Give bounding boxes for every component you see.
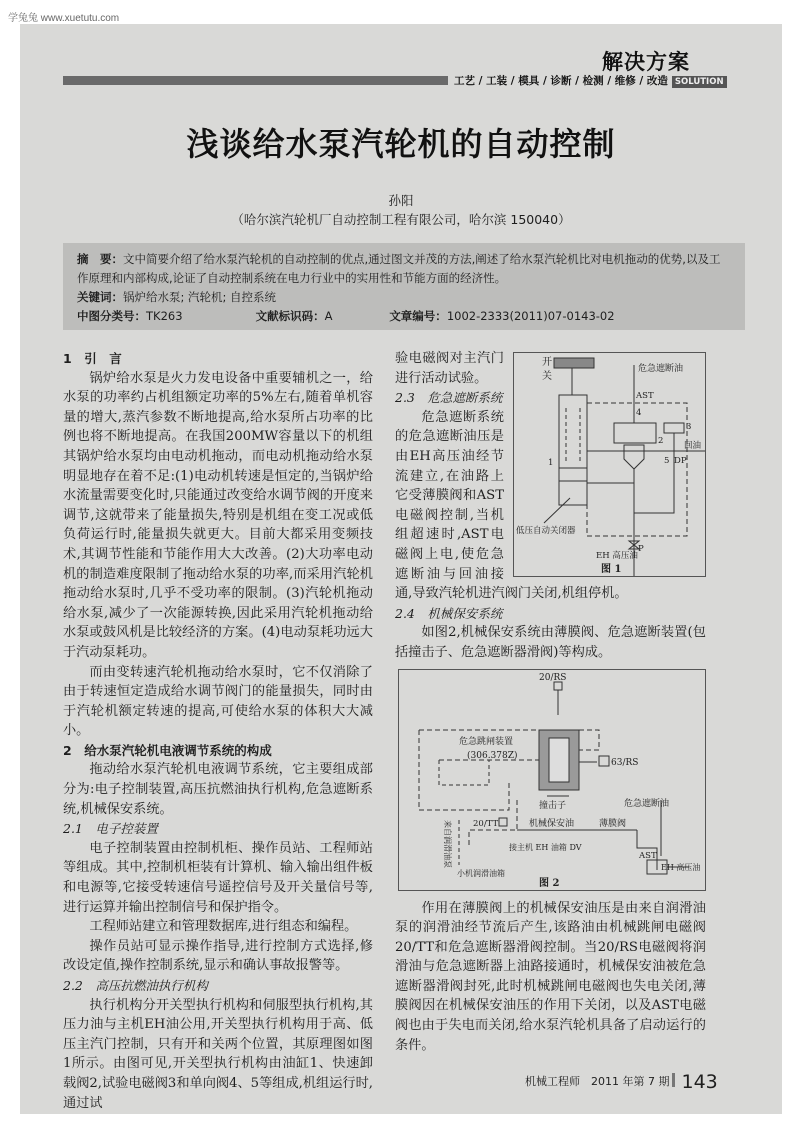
paper-title: 浅谈给水泵汽轮机的自动控制 — [186, 125, 616, 163]
label-striker: 撞击子 — [539, 800, 567, 811]
label-eh-oil: EH 高压油 — [596, 551, 638, 561]
solution-badge: SOLUTION — [672, 76, 727, 88]
heading-2-3: 2.3 危急遮断系统 — [395, 390, 503, 406]
label-ast: AST — [639, 850, 657, 861]
label-trip-code: (306.378Z) — [467, 750, 518, 761]
label-eh-tank: 接主机 EH 油箱 DV — [509, 842, 582, 852]
label-5: 5 — [664, 456, 670, 466]
label-lp-closer: 低压自动关闭器 — [516, 526, 576, 536]
paragraph: 电子控制装置由控制机柜、操作员站、工程师站等组成。其中,控制机柜装有计算机、输入输出组件板和电源等,它接受转速信号遥控信号及开关量信号等,进行运算并输出控制信号和保护指令。 — [63, 840, 373, 915]
section-label: 解决方案 — [602, 50, 690, 74]
figure-2-caption: 图 2 — [539, 877, 560, 889]
watermark: 学兔兔 www.xuetutu.com — [8, 13, 120, 24]
doc-label: 文献标识码： — [255, 309, 325, 323]
paragraph: 操作员站可显示操作指导,进行控制方式选择,修改设定值,操作控制系统,显示和确认事故报警等。 — [63, 938, 373, 974]
keywords: 锅炉给水泵; 汽轮机; 自控系统 — [123, 290, 277, 304]
label-dp: DP — [674, 456, 687, 466]
heading-2-4: 2.4 机械保安系统 — [395, 605, 503, 621]
abstract-box — [63, 243, 745, 330]
label-diaphragm: 薄膜阀 — [599, 818, 627, 829]
paragraph: 如图2,机械保安系统由薄膜阀、危急遮断装置(包括撞击子、危急遮断器滑阀)等构成。 — [395, 625, 706, 660]
figure-2 — [398, 669, 706, 891]
paragraph: 锅炉给水泵是火力发电设备中重要辅机之一，给水泵的功率约占机组额定功率的5%左右,随着单机容量的增大,蒸汽参数不断地提高,给水泵所占功率的比例也将不断地提高。在我国200MW容量以下的机组其锅炉给水泵均由电动机拖动，而电动机拖动给水泵明显地存在着不足:(1)电动机转速是恒定的,当锅炉给水流量需要变化时,只能通过改变给水调节阀的开度来调节,这就带来了能量损失,特别是机组在变工况或低负荷运行时,能量损失就更大。目前大都采用变频技术,其调节性能和节能作用大大改善。(2)大功率电动机的制造难度限制了拖动给水泵的功率,而采用汽轮机拖动给水泵时,几乎不受功率的限制。(3)汽轮机拖动给水泵,减少了一次能源转换,因此采用汽轮机拖动给水泵或鼓风机是比较经济的方案。(4)电动泵耗功远大于汽动泵耗功。 — [63, 370, 373, 660]
label-trip-oil: 危急遮断油 — [624, 798, 670, 809]
heading-2-2: 2.2 高压抗燃油执行机构 — [63, 978, 208, 993]
journal-issue: 机械工程师 2011 年第 7 期 — [525, 1075, 670, 1088]
paragraph: 执行机构分开关型执行机构和伺服型执行机构,其压力油与主机EH油公用,开关型执行机构用于高、低压主汽门控制，只有开和关两个位置，其原理图如图1所示。由图可见,开关型执行机构由油缸1、快速卸载阀2,试验电磁阀3和单向阀4、5等组成,机组运行时,通过试 — [63, 997, 373, 1111]
label-open: 开 — [542, 357, 552, 368]
heading-2-1: 2.1 电子控装置 — [63, 821, 158, 837]
clc-label: 中图分类号： — [77, 309, 146, 323]
figure-1-caption: 图 1 — [601, 564, 622, 575]
label-close: 关 — [542, 371, 552, 382]
heading-1: 1 引 言 — [63, 351, 122, 366]
label-ast: AST — [636, 391, 654, 401]
paragraph: 而由变转速汽轮机拖动给水泵时，它不仅消除了由于转速恒定造成给水调节阀门的能量损失，同时由于汽轮机额定转速的提高,可使给水泵的体积大大减小。 — [63, 664, 373, 739]
left-column — [63, 349, 373, 1113]
paragraph: 工程师站建立和管理数据库,进行组态和编程。 — [89, 919, 358, 935]
label-trip-device: 危急跳闸装置 — [459, 736, 514, 747]
paragraph: 危急遮断系统的危急遮断油压是由EH高压油经节流建立,在油路上它受薄膜阀和AST电磁阀控制,当机组超速时,AST电磁阀上电,使危急遮断油与回油接通,导致汽轮机进汽阀门关闭,机组停机。 — [395, 409, 628, 602]
doc-code: A — [324, 309, 333, 323]
label-from-pump: 来自润滑油泵 — [443, 819, 452, 868]
paragraph: 拖动给水泵汽轮机电液调节系统，它主要组成部分为:电子控制装置,高压抗燃油执行机构,危急遮断系统,机械保安系统。 — [63, 762, 373, 817]
article-no: 1002-2333(2011)07-0143-02 — [446, 309, 615, 323]
label-4: 4 — [636, 408, 642, 418]
paper-page — [20, 24, 782, 1114]
label-mech-oil: 机械保安油 — [529, 818, 575, 829]
page-number: 143 — [681, 1071, 718, 1093]
clc: TK263 — [146, 309, 183, 323]
figure-1 — [513, 352, 706, 577]
label-63rs: 63/RS — [611, 757, 639, 768]
label-lube-tank: 小机润滑油箱 — [457, 868, 505, 878]
author: 孙阳 — [388, 193, 414, 208]
article-label: 文章编号： — [389, 309, 447, 323]
paragraph: 验电磁阀对主汽门进行活动试验。 — [395, 351, 504, 386]
header-tags — [454, 73, 727, 88]
label-trip-oil: 危急遮断油 — [638, 364, 684, 374]
header-bar — [63, 76, 448, 85]
label-return-oil: 回油 — [684, 441, 702, 451]
abstract-label: 摘 要： — [77, 252, 123, 266]
label-20tt: 20/TT — [473, 818, 499, 829]
keywords-label: 关键词： — [77, 290, 123, 304]
label-1: 1 — [548, 458, 554, 468]
heading-2: 2 给水泵汽轮机电液调节系统的构成 — [63, 742, 272, 758]
paragraph: 作用在薄膜阀上的机械保安油压是由来自润滑油泵的润滑油经节流后产生,该路油由机械跳闸电磁阀20/TT和危急遮断器滑阀控制。当20/RS电磁阀将润滑油与危急遮断器上油路接通时，机械保安油被危急遮断器滑阀封死,此时机械跳闸电磁阀也失电关闭,薄膜阀因在机械保安油压的作用下关闭，以及AST电磁阀也由于失电而关闭,给水泵汽轮机具备了启动运行的条件。 — [395, 900, 706, 1053]
label-20rs: 20/RS — [539, 672, 567, 683]
tags-text: 工艺 / 工装 / 模具 / 诊断 / 检测 / 维修 / 改造 — [454, 75, 668, 87]
label-3: 3 — [686, 422, 692, 432]
right-column — [395, 349, 706, 1055]
page-footer — [525, 1071, 718, 1093]
abstract-text: 文中简要介绍了给水泵汽轮机的自动控制的优点,通过图文并茂的方法,阐述了给水泵汽轮机比对电机拖动的优势,以及工作原理和内部构成,论证了自动控制系统在电力行业中的实用性和节能方面的经济性。 — [77, 252, 721, 285]
label-2: 2 — [658, 436, 664, 446]
label-p: P — [638, 544, 644, 554]
divider — [672, 1073, 675, 1087]
affiliation: （哈尔滨汽轮机厂自动控制工程有限公司，哈尔滨 150040） — [231, 212, 571, 227]
label-eh-oil: EH 高压油 — [661, 862, 701, 872]
